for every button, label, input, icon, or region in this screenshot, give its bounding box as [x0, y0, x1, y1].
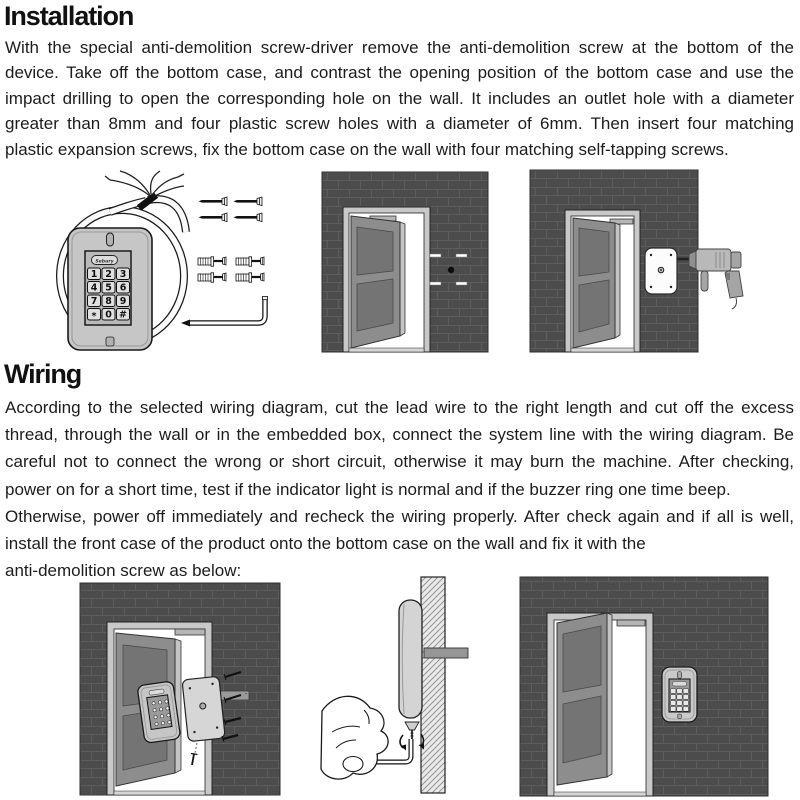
- anchor-icon: [236, 257, 264, 266]
- figure-keypad-kit: [60, 171, 268, 350]
- threshold: [349, 348, 424, 352]
- wall-section: [421, 577, 445, 793]
- door-panel: [357, 279, 393, 331]
- door-panel: [579, 280, 609, 332]
- figure-mounting: [80, 583, 280, 795]
- brand-text: Sebury: [95, 259, 114, 265]
- text-line: Otherwise, power off immediately and recheck the wiring properly. After check again and if all is well,: [5, 506, 794, 526]
- screw-icon: [199, 213, 228, 222]
- top-slot: [107, 233, 114, 246]
- key-label: 0: [105, 309, 112, 321]
- text-line: greater than 8mm and four plastic screw holes with a diameter of 6mm. Then insert four matching: [5, 114, 794, 134]
- keypad-front-case: [137, 681, 181, 743]
- figure-drilling: [530, 170, 743, 352]
- keypad-device: [68, 228, 152, 350]
- door-panel: [563, 696, 601, 763]
- screw-icon: [234, 197, 263, 206]
- anchor-icon: [198, 273, 226, 282]
- frayed-wires: [105, 171, 184, 197]
- door-closer: [175, 629, 205, 635]
- screw-icon: [199, 197, 228, 206]
- key-label: 6: [119, 282, 127, 294]
- lock-bolt-bar: [424, 648, 468, 658]
- mounted-keypad: [662, 667, 697, 722]
- text-line: anti-demolition screw as below:: [5, 561, 242, 581]
- key-label: 5: [105, 282, 112, 294]
- self-tapping-screws: [199, 197, 263, 222]
- threshold: [114, 791, 205, 795]
- door-panel: [579, 228, 609, 276]
- door-panel: [357, 227, 393, 275]
- anchor-icon: [198, 257, 226, 266]
- thumbnail: [343, 757, 363, 772]
- text-line: According to the selected wiring diagram, cut the lead wire to the right length and cut off the excess: [5, 398, 794, 417]
- key-label: 9: [119, 296, 127, 307]
- text-line: thread, through the wall or in the embedded box, connect the system line with the wiring diagram. Be: [5, 425, 794, 445]
- text-line: device. Take off the bottom case, and contrast the opening position of the bottom case and use the: [5, 63, 794, 83]
- open-door: [573, 218, 620, 348]
- keypad-panel: [147, 695, 172, 730]
- key-label: 2: [105, 269, 112, 280]
- text-line: plastic expansion screws, fix the bottom case on the wall with four matching self-tapping screws.: [5, 139, 729, 159]
- door-closer: [617, 620, 645, 626]
- expansion-anchors: [198, 257, 264, 282]
- figure-finished-install: [520, 577, 768, 796]
- anti-demolition-screw: [405, 722, 419, 739]
- text-line: careful not to connect the wrong or short circuit, otherwise it may burn the machine. After checking,: [5, 452, 794, 472]
- outlet-hole-mark: [448, 267, 454, 273]
- wiring-heading: Wiring: [4, 359, 82, 389]
- screw-icon: [234, 213, 263, 222]
- key-label: 7: [90, 296, 98, 307]
- bottom-slot: [106, 337, 114, 346]
- anchor-icon: [236, 273, 264, 282]
- door-panel: [563, 626, 601, 692]
- text-line: impact drilling to open the corresponding hole on the wall. It includes an outlet hole with a diameter: [5, 88, 794, 108]
- threshold: [571, 348, 634, 352]
- keypad-keys: [88, 268, 130, 322]
- key-label: 8: [105, 296, 112, 307]
- figure-tighten-screw: [321, 577, 468, 793]
- bottom-case-plate: [645, 248, 677, 294]
- hex-key-icon: [181, 297, 268, 327]
- key-label: *: [91, 311, 97, 322]
- key-label: #: [119, 309, 127, 321]
- device-side-profile: [399, 600, 422, 718]
- key-label: 4: [90, 282, 98, 294]
- text-line: install the front case of the product onto the bottom case on the wall and fix it with the: [5, 534, 646, 554]
- brand-label: [673, 682, 687, 687]
- threshold: [554, 792, 646, 796]
- installation-heading: Installation: [4, 1, 134, 31]
- bottom-case-plate: [182, 676, 225, 742]
- figure-wall-marking: [322, 172, 488, 352]
- key-label: 3: [119, 269, 127, 280]
- open-door: [351, 216, 405, 348]
- text-line: power on for a short time, test if the indicator light is normal and if the buzzer ring one time beep.: [5, 479, 731, 499]
- text-line: With the special anti-demolition screw-driver remove the anti-demolition screw at the bottom of the: [5, 38, 794, 57]
- open-door: [557, 613, 612, 785]
- key-label: 1: [90, 269, 98, 280]
